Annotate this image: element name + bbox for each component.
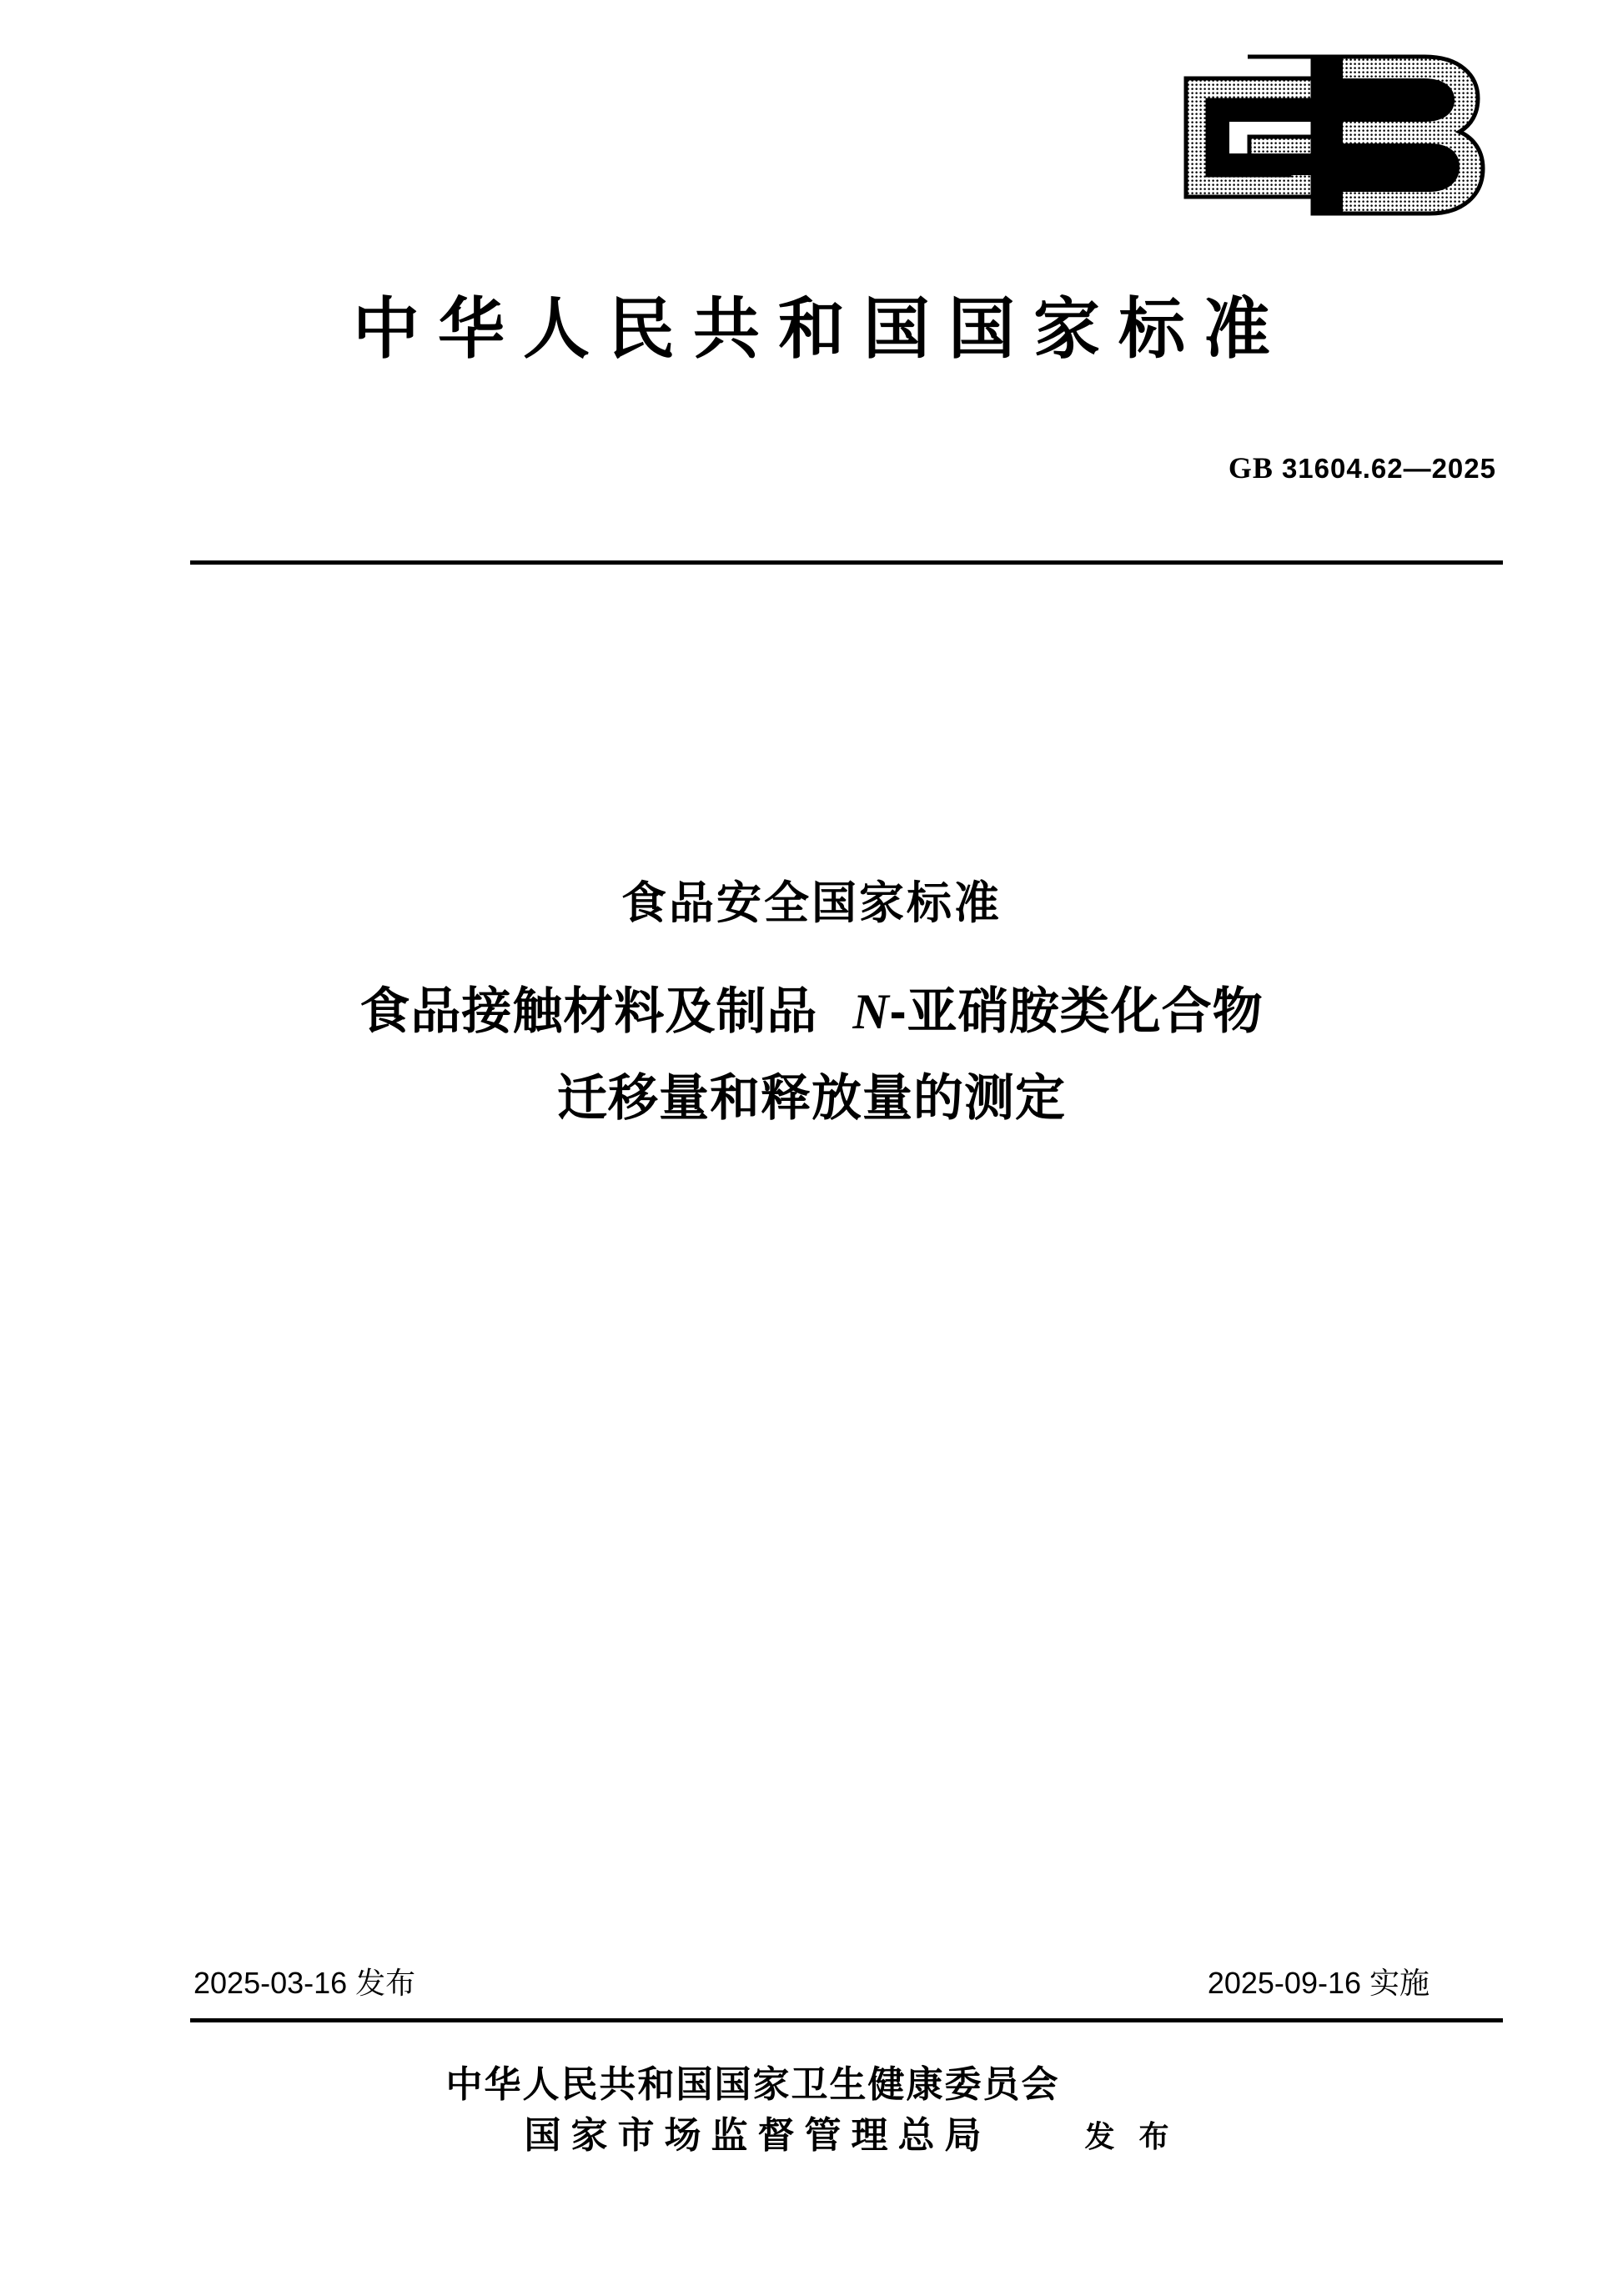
document-title-line-3: 迁移量和释放量的测定: [557, 1070, 1066, 1126]
gb-logo-icon: [1149, 50, 1500, 225]
document-title-line-2: [0, 972, 1623, 1043]
standard-number: [1229, 450, 1496, 485]
issue-date: 2025-03-16 发布: [193, 1966, 416, 2000]
divider-bottom: [190, 2018, 1503, 2022]
document-title-line-1: 食品安全国家标准: [621, 878, 1002, 928]
page-title: 中华人民共和国国家标准: [353, 294, 1289, 367]
document-title-italic-n: N: [852, 984, 890, 1039]
document-title-line-2-part-2: -亚硝胺类化合物: [889, 983, 1264, 1039]
issuer-org-1: 中华人民共和国国家卫生健康委员会: [445, 2064, 1060, 2105]
document-title-block: [0, 867, 1623, 1130]
issuer-names: [445, 2060, 1059, 2161]
effective-date: 2025-09-16 实施: [1207, 1966, 1430, 2000]
divider-top: [190, 560, 1503, 565]
issuer-verb: 发 布: [1084, 2120, 1178, 2154]
standard-number-prefix: GB: [1228, 451, 1274, 485]
document-title-line-2-part-1: 食品接触材料及制品: [359, 983, 818, 1039]
issuing-authorities: [0, 2060, 1623, 2161]
standard-number-value: 31604.62—2025: [1281, 453, 1496, 484]
issuer-org-2: 国家市场监督管理总局: [524, 2114, 992, 2156]
